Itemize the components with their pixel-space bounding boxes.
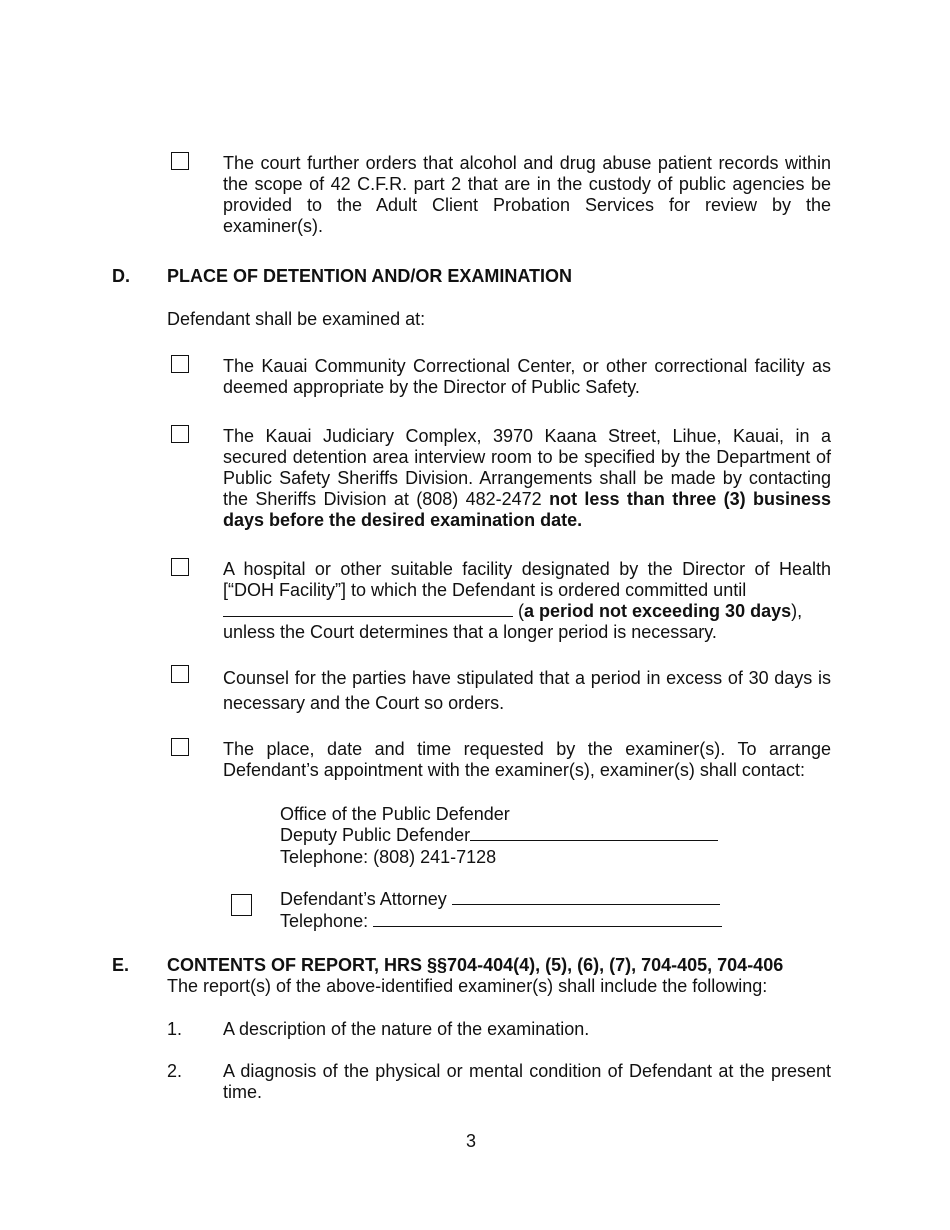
hospital-paragraph [223,559,831,643]
section-e-letter: E. [112,955,130,975]
kccc-checkbox[interactable] [171,355,189,373]
records-order-text: The court further orders that alcohol and drug abuse patient records within the scope of 42 C.F.R. part 2 that are in the custody of public agencies be provided to the Adult Client Probation Services for review by the examiner(s). [223,153,831,236]
hospital-text: A hospital or other suitable facility designated by the Director of Health [“DOH Facility”] to which the Defendant is ordered committed until [223,559,831,600]
judiciary-paragraph [223,426,831,531]
section-d-title: PLACE OF DETENTION AND/OR EXAMINATION [167,266,572,286]
judiciary-checkbox[interactable] [171,425,189,443]
commit-until-blank[interactable] [223,602,513,617]
judiciary-deadline: not less than three (3) business days before the desired examination date. [223,489,831,530]
defense-attorney-row [280,889,720,910]
hospital-checkbox[interactable] [171,558,189,576]
paren-open: ( [518,601,525,621]
section-d-letter: D. [112,266,130,286]
report-item-text: A diagnosis of the physical or mental condition of Defendant at the present time. [223,1061,831,1102]
defense-attorney-label: Defendant’s Attorney [280,889,447,909]
report-item-number: 2. [167,1061,183,1081]
hospital-tail: unless the Court determines that a longer period is necessary. [223,622,717,642]
deputy-public-defender-row [280,825,718,846]
report-item-text: A description of the nature of the examination. [223,1019,590,1039]
report-item-number: 1. [167,1019,183,1039]
judiciary-text: The Kauai Judiciary Complex, 3970 Kaana Street, Lihue, Kauai, in a secured detention area interview room to be specified by the Department of Public Safety Sheriffs Division. Arrangements shall be made by contacting the Sheriffs Division at (808) 482-2472 [223,426,831,509]
defense-telephone-label: Telephone: [280,911,369,931]
defense-attorney-checkbox[interactable] [231,894,252,916]
kccc-text: The Kauai Community Correctional Center, or other correctional facility as deemed appropriate by the Director of Public Safety. [223,356,831,397]
section-e-intro: The report(s) of the above-identified examiner(s) shall include the following: [167,976,768,996]
page-number-text: 3 [465,1131,476,1151]
defense-attorney-blank[interactable] [452,890,720,905]
stipulated-text: Counsel for the parties have stipulated that a period in excess of 30 days is necessary and the Court so orders. [223,668,831,713]
defense-telephone-row [280,911,722,932]
deputy-label: Deputy Public Defender [280,825,471,845]
deputy-name-blank[interactable] [470,826,718,841]
examiner-place-text: The place, date and time requested by the examiner(s). To arrange Defendant’s appointment with the examiner(s), examiner(s) shall contact: [223,739,831,780]
examiner-place-checkbox[interactable] [171,738,189,756]
hospital-limit: a period not exceeding 30 days [524,601,792,621]
stipulated-checkbox[interactable] [171,665,189,683]
public-defender-telephone: Telephone: (808) 241-7128 [280,847,497,867]
page-number [0,1131,950,1152]
paren-close: ), [791,601,803,621]
section-d-intro: Defendant shall be examined at: [167,309,426,329]
records-checkbox[interactable] [171,152,189,170]
public-defender-office: Office of the Public Defender [280,804,510,824]
section-e-title: CONTENTS OF REPORT, HRS §§704-404(4), (5), (6), (7), 704-405, 704-406 [167,955,784,975]
defense-telephone-blank[interactable] [373,912,722,927]
